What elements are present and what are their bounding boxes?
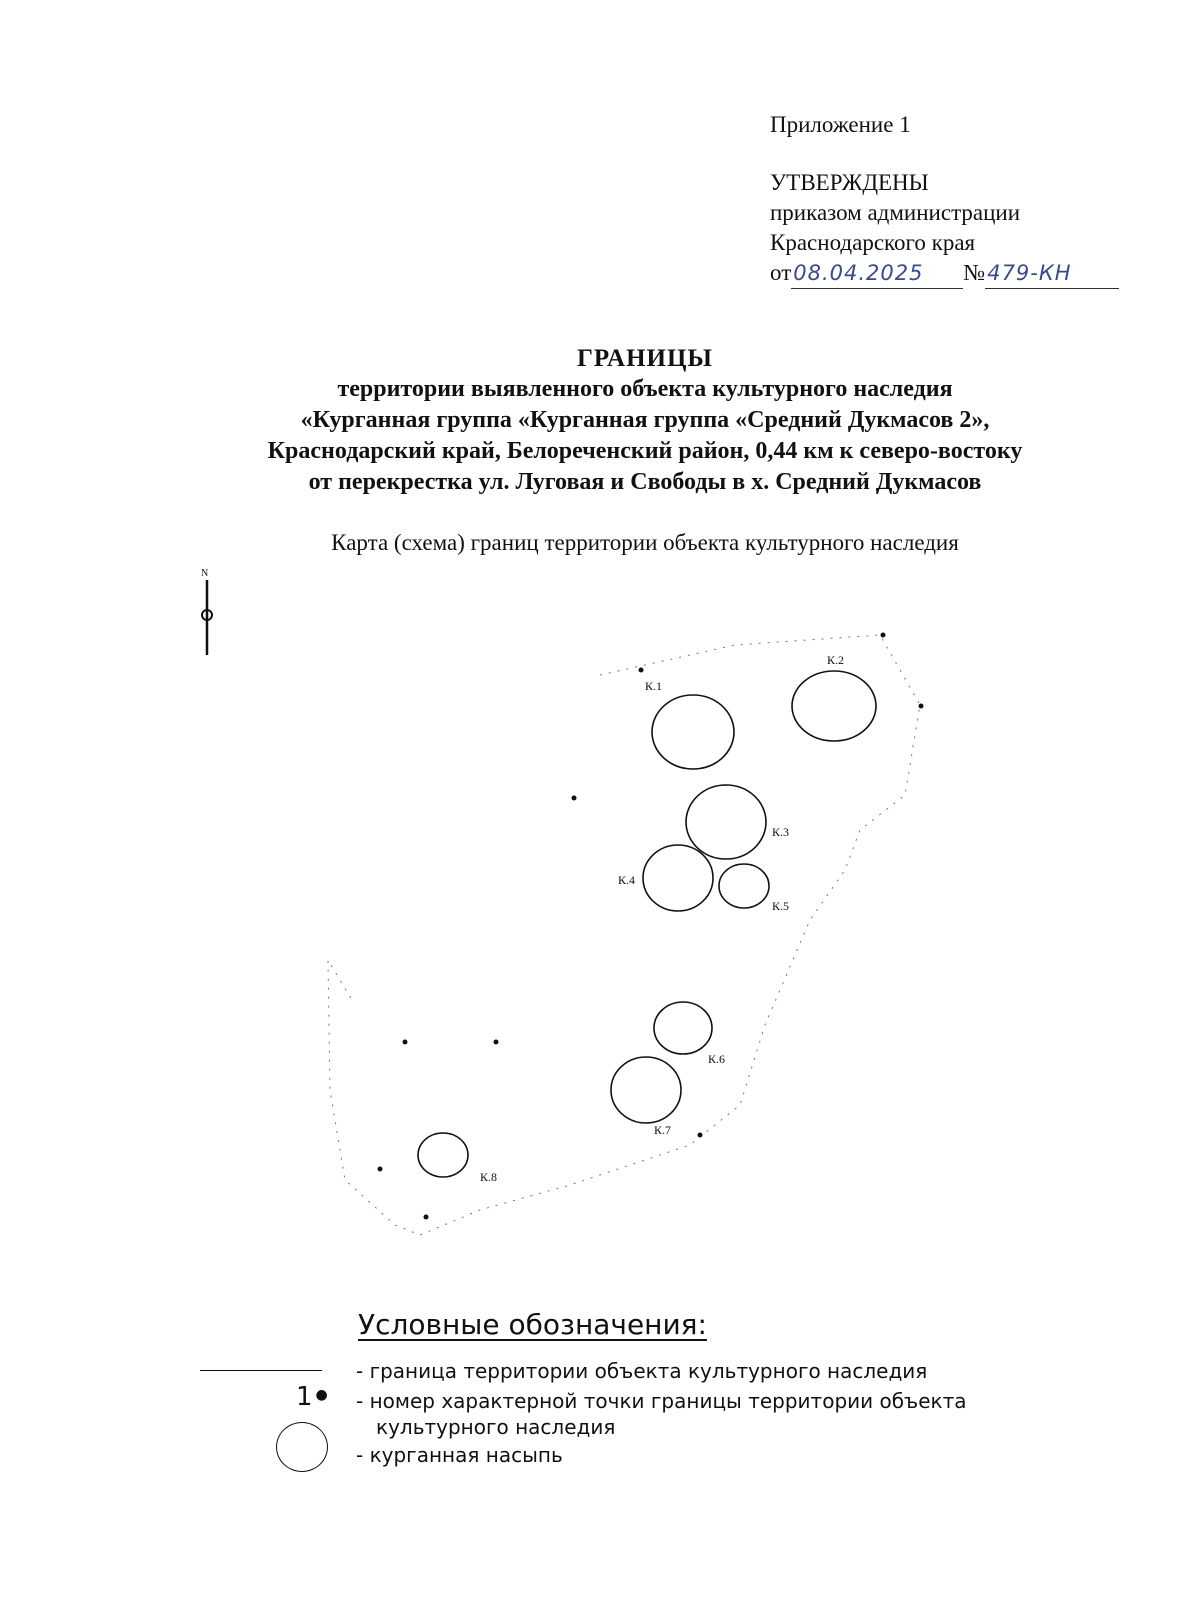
- boundary-point: [698, 1133, 703, 1138]
- boundary-points: [378, 633, 924, 1220]
- boundary-point: [572, 796, 577, 801]
- map-scheme: [0, 560, 1200, 1260]
- number-label: №: [963, 260, 986, 285]
- map-subtitle: Карта (схема) границ территории объекта культурного наследия: [331, 530, 959, 555]
- approval-block: [770, 110, 1119, 289]
- point-dot-icon: ●: [315, 1387, 328, 1403]
- mound-circle-symbol: [276, 1422, 328, 1472]
- mound-label-k1: К.1: [645, 679, 663, 693]
- appendix-number: Приложение 1: [770, 112, 911, 137]
- boundary-point: [494, 1040, 499, 1045]
- title-line-1: территории выявленного объекта культурного наследия: [337, 376, 953, 402]
- from-label: от: [770, 260, 792, 285]
- boundary-point: [639, 668, 644, 673]
- map-svg: [0, 560, 1200, 1260]
- territory-boundary: [328, 635, 920, 1235]
- boundary-point: [881, 633, 886, 638]
- mound-label-k2: К.2: [827, 653, 845, 667]
- document-title: [0, 344, 1200, 498]
- handwritten-number: 479-КН: [985, 258, 1119, 289]
- boundary-line-symbol: [200, 1370, 322, 1371]
- mound-k8: [418, 1133, 468, 1177]
- title-heading: ГРАНИЦЫ: [577, 345, 713, 372]
- legend-item-point-cont: культурного наследия: [376, 1415, 616, 1439]
- legend-item-boundary: - граница территории объекта культурного наследия: [356, 1359, 928, 1383]
- mound-label-k3: К.3: [772, 825, 790, 839]
- mound-label-k5: К.5: [772, 899, 790, 913]
- legend-item-mound: - курганная насыпь: [356, 1443, 563, 1467]
- boundary-point: [403, 1040, 408, 1045]
- mound-k2: [792, 671, 876, 741]
- point-number-text: 1: [296, 1382, 313, 1412]
- boundary-point: [919, 704, 924, 709]
- handwritten-date: 08.04.2025: [791, 258, 963, 289]
- boundary-point: [424, 1215, 429, 1220]
- mound-label-k7: К.7: [654, 1123, 672, 1137]
- mound-k5: [719, 864, 769, 908]
- mound-label-k4: К.4: [618, 873, 636, 887]
- mound-k1: [652, 695, 734, 769]
- region-line: Краснодарского края: [770, 230, 976, 255]
- mound-k3: [686, 785, 766, 859]
- mound-k6: [654, 1002, 712, 1054]
- boundary-point: [378, 1167, 383, 1172]
- mound-label-k8: К.8: [480, 1170, 498, 1184]
- title-line-3: Краснодарский край, Белореченский район, 0,44 км к северо-востоку: [267, 438, 1023, 464]
- mound-label-k6: К.6: [708, 1052, 726, 1066]
- order-date-number-line: [770, 258, 1119, 289]
- point-number-symbol: [296, 1382, 328, 1412]
- north-arrow-icon: [201, 568, 212, 655]
- map-legend: [0, 1300, 1200, 1500]
- mound-k4: [643, 845, 713, 911]
- legend-item-point: - номер характерной точки границы территории объекта: [356, 1389, 967, 1413]
- title-line-4: от перекрестка ул. Луговая и Свободы в х. Средний Дукмасов: [308, 469, 982, 495]
- legend-title: Условные обозначения:: [358, 1308, 707, 1341]
- north-arrow-label: N: [201, 568, 209, 579]
- mound-k7: [611, 1057, 681, 1123]
- approved-label: УТВЕРЖДЕНЫ: [770, 170, 929, 195]
- title-line-2: «Курганная группа «Курганная группа «Средний Дукмасов 2»,: [300, 407, 990, 433]
- order-line: приказом администрации: [770, 200, 1021, 225]
